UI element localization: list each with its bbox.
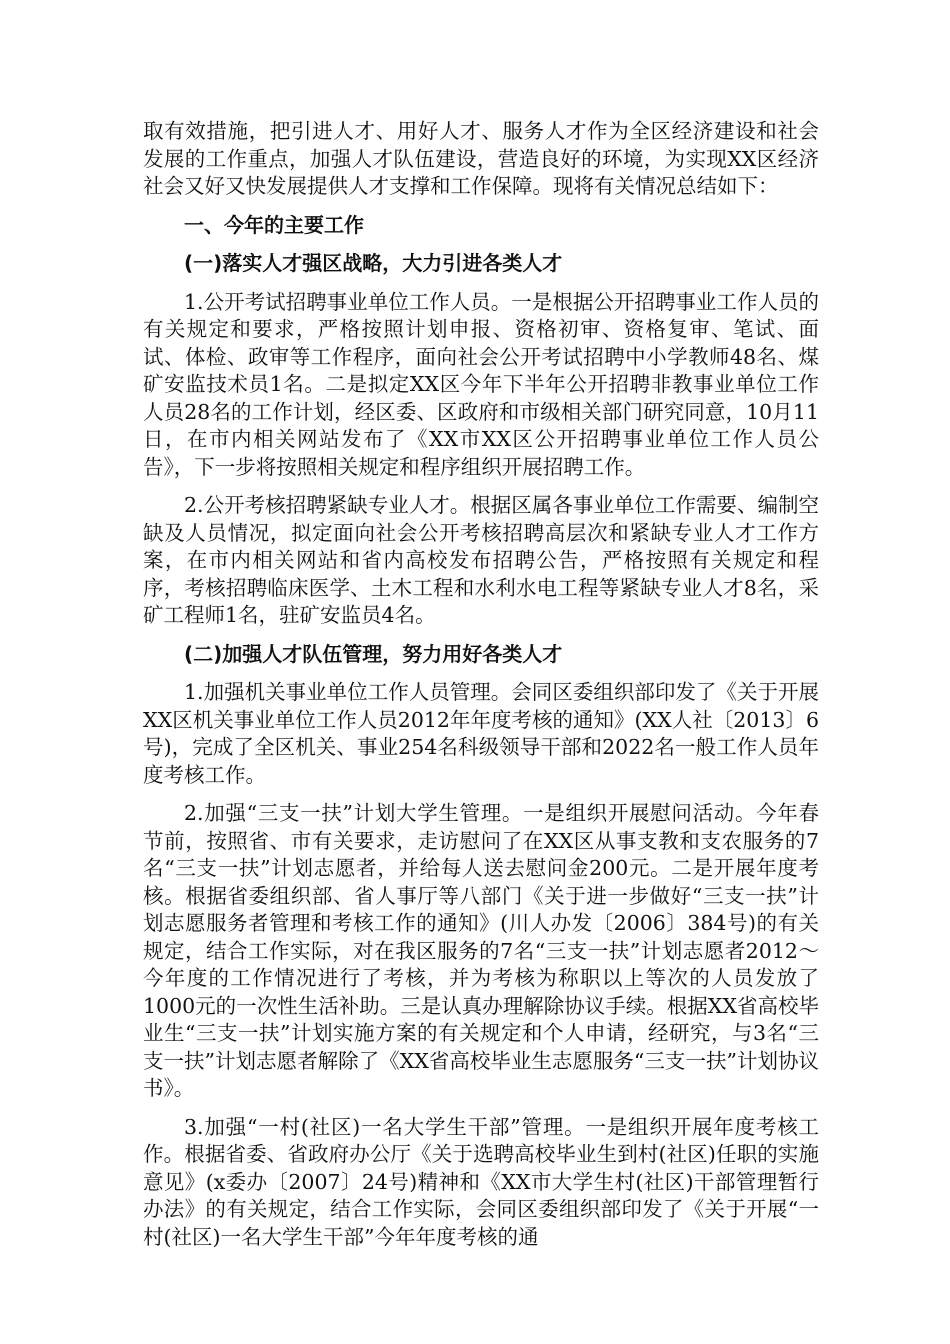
paragraph-exam-recruitment: 1.公开考试招聘事业单位工作人员。一是根据公开招聘事业工作人员的有关规定和要求，严格按照计划申报、资格初审、资格复审、笔试、面试、体检、政审等工作程序，面向社会公开考试招聘中小学教师48名、煤矿安监技术员1名。二是拟定XX区今年下半年公开招聘非教事业单位工作人员28名的工作计划，经区委、区政府和市级相关部门研究同意，10月11日，在市内相关网站发布了《XX市XX区公开招聘事业单位工作人员公告》，下一步将按照相关规定和程序组织开展招聘工作。 (143, 289, 819, 479)
paragraph-staff-management: 1.加强机关事业单位工作人员管理。会同区委组织部印发了《关于开展XX区机关事业单位工作人员2012年年度考核的通知》(XX人社〔2013〕6号)，完成了全区机关、事业254名科级领导干部和2022名一般工作人员年度考核工作。 (143, 680, 819, 787)
document-page (143, 118, 819, 1262)
paragraph-village-cadre-management: 3.加强“一村(社区)一名大学生干部”管理。一是组织开展年度考核工作。根据省委、省政府办公厅《关于选聘高校毕业生到村(社区)任职的实施意见》(x委办〔2007〕24号)精神和《XX市大学生村(社区)干部管理暂行办法》的有关规定，结合工作实际，会同区委组织部印发了《关于开展“一村(社区)一名大学生干部”今年年度考核的通 (143, 1114, 819, 1249)
intro-paragraph: 取有效措施，把引进人才、用好人才、服务人才作为全区经济建设和社会发展的工作重点，加强人才队伍建设，营造良好的环境，为实现XX区经济社会又好又快发展提供人才支撑和工作保障。现将有关情况总结如下： (143, 119, 819, 198)
subsection-heading-talent-management: (二)加强人才队伍管理，努力用好各类人才 (184, 641, 563, 666)
paragraph-three-supports-management: 2.加强“三支一扶”计划大学生管理。一是组织开展慰问活动。今年春节前，按照省、市有关要求，走访慰问了在XX区从事支教和支农服务的7名“三支一扶”计划志愿者，并给每人送去慰问金200元。二是开展年度考核。根据省委组织部、省人事厅等八部门《关于进一步做好“三支一扶”计划志愿服务者管理和考核工作的通知》(川人办发〔2006〕384号)的有关规定，结合工作实际，对在我区服务的7名“三支一扶”计划志愿者2012～今年度的工作情况进行了考核，并为考核为称职以上等次的人员发放了1000元的一次性生活补助。三是认真办理解除协议手续。根据XX省高校毕业生“三支一扶”计划实施方案的有关规定和个人申请，经研究，与3名“三支一扶”计划志愿者解除了《XX省高校毕业生志愿服务“三支一扶”计划协议书》。 (143, 801, 819, 1100)
subsection-heading-talent-introduction: (一)落实人才强区战略，大力引进各类人才 (184, 251, 563, 275)
paragraph-shortage-talent-recruitment: 2.公开考核招聘紧缺专业人才。根据区属各事业单位工作需要、编制空缺及人员情况，拟定面向社会公开考核招聘高层次和紧缺专业人才工作方案，在市内相关网站和省内高校发布招聘公告，严格按照有关规定和程序，考核招聘临床医学、土木工程和水利水电工程等紧缺专业人才8名，采矿工程师1名，驻矿安监员4名。 (143, 493, 819, 627)
section-heading-main-work: 一、今年的主要工作 (184, 212, 364, 237)
